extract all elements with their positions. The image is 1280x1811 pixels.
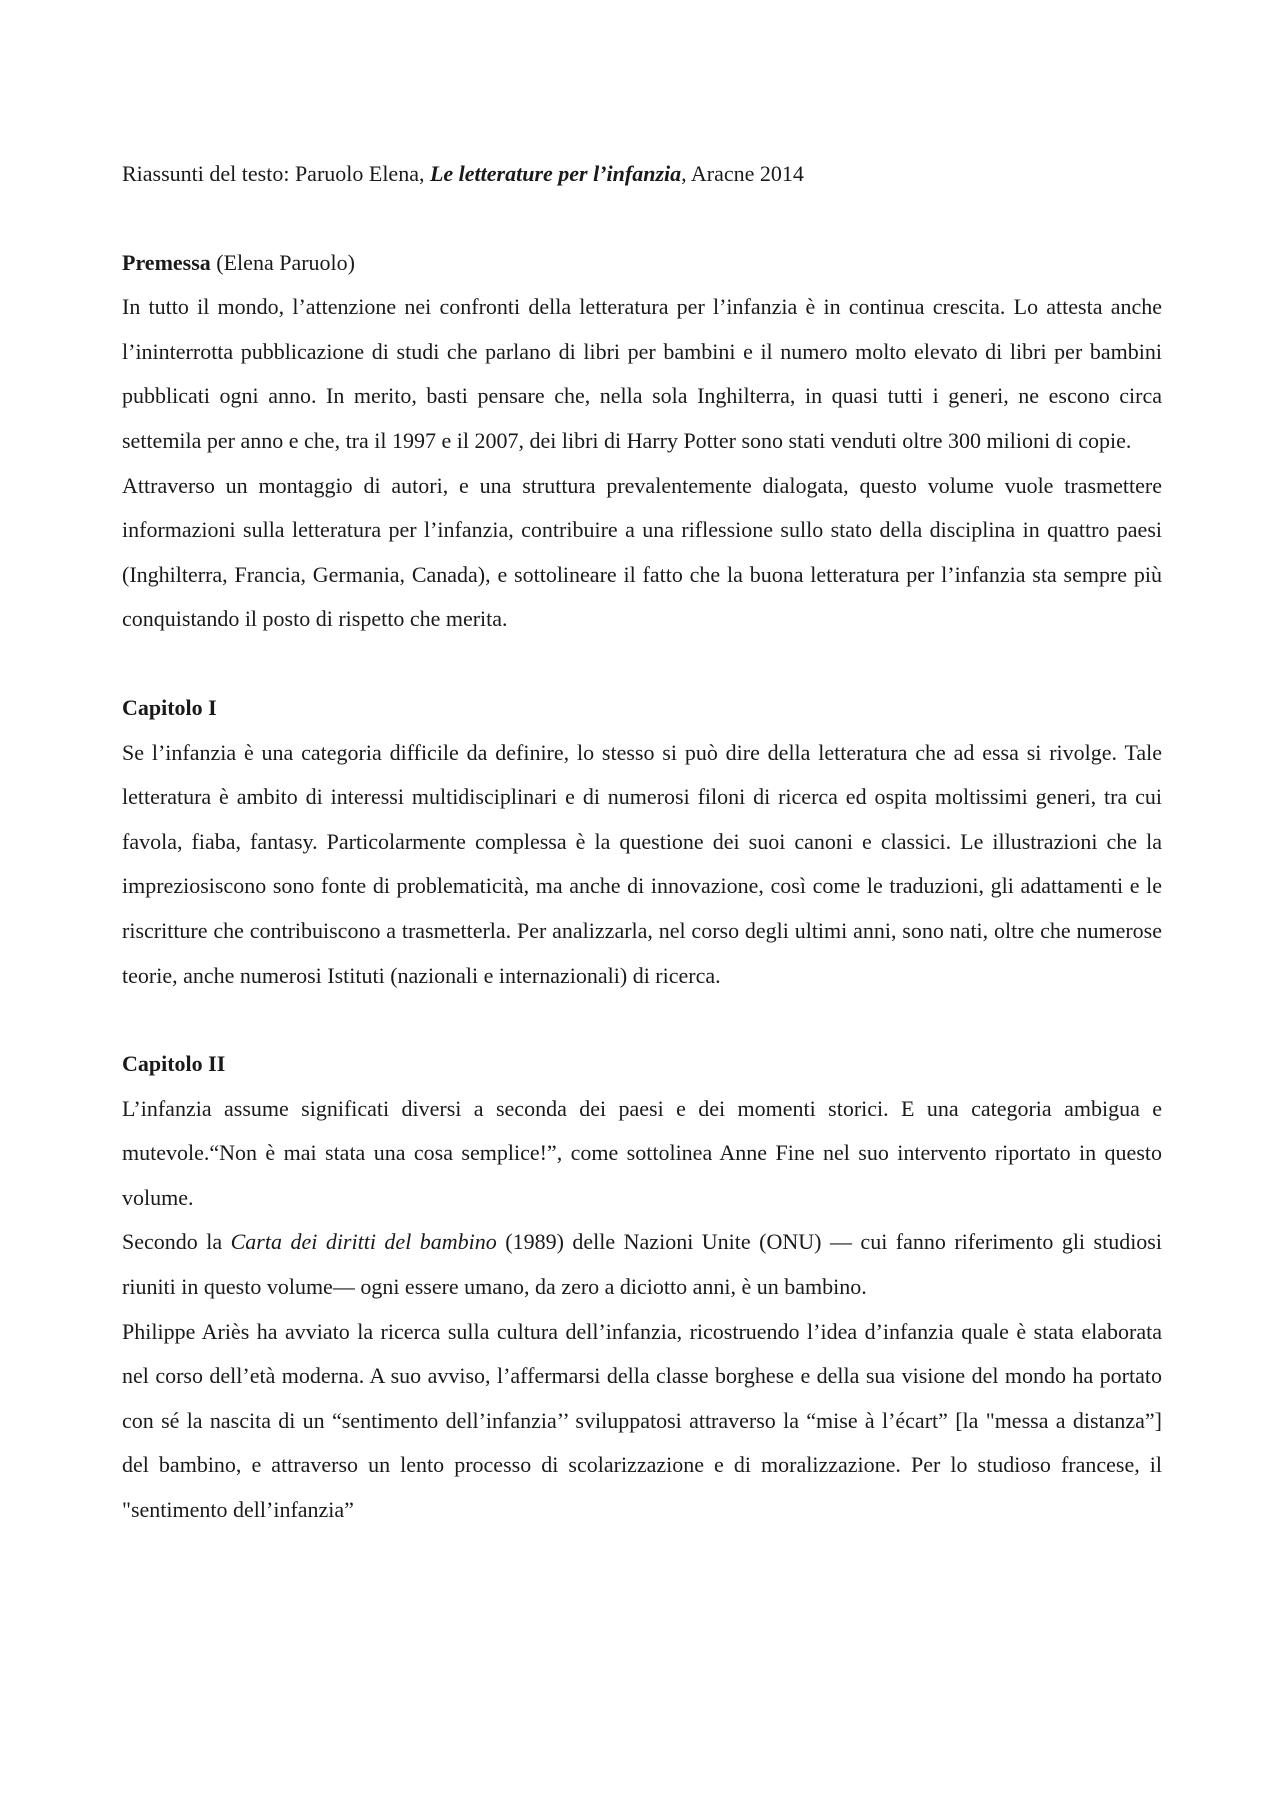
document-title (122, 152, 1162, 197)
premessa-author: (Elena Paruolo) (210, 249, 355, 275)
capitolo-1-paragraph-1: Se l’infanzia è una categoria difficile da definire, lo stesso si può dire della letteratura che ad essa si rivolge. Tale letteratura è ambito di interessi multidisciplinari e di numerosi filoni di ricerca ed ospita moltissimi generi, tra cui favola, fiaba, fantasy. Particolarmente complessa è la questione dei suoi canoni e classici. Le illustrazioni che la impreziosiscono sono fonte di problematicità, ma anche di innovazione, così come le traduzioni, gli adattamenti e le riscritture che contribuiscono a trasmetterla. Per analizzarla, nel corso degli ultimi anni, sono nati, oltre che numerose teorie, anche numerosi Istituti (nazionali e internazionali) di ricerca. (122, 739, 1162, 988)
premessa-paragraph-1: In tutto il mondo, l’attenzione nei confronti della letteratura per l’infanzia è in continua crescita. Lo attesta anche l’ininterrotta pubblicazione di studi che parlano di libri per bambini e il numero molto elevato di libri per bambini pubblicati ogni anno. In merito, basti pensare che, nella sola Inghilterra, in quasi tutti i generi, ne escono circa settemila per anno e che, tra il 1997 e il 2007, dei libri di Harry Potter sono stati venduti oltre 300 milioni di copie. (122, 294, 1162, 453)
p2-pre: Secondo la (122, 1229, 231, 1255)
capitolo-1-heading-text: Capitolo I (122, 694, 217, 720)
spacer (122, 998, 1162, 1042)
capitolo-2-heading-text: Capitolo II (122, 1051, 226, 1077)
title-prefix: Riassunti del testo: Paruolo Elena, (122, 161, 430, 186)
carta-dei-diritti-title: Carta dei diritti del bambino (230, 1229, 497, 1255)
spacer (122, 642, 1162, 686)
capitolo-2-heading (122, 1042, 1162, 1087)
premessa-paragraph-2: Attraverso un montaggio di autori, e una struttura prevalentemente dialogata, questo volume vuole trasmettere informazioni sulla letteratura per l’infanzia, contribuire a una riflessione sullo stato della disciplina in quattro paesi (Inghilterra, Francia, Germania, Canada), e sottolineare il fatto che la buona letteratura per l’infanzia sta sempre più conquistando il posto di rispetto che merita. (122, 472, 1162, 632)
capitolo-2-paragraph-2 (122, 1220, 1162, 1309)
premessa-heading-line (122, 241, 1162, 286)
book-title: Le letterature per l’infanzia (429, 161, 682, 186)
p2-post: (1989) delle Nazioni Unite (ONU) — cui fanno riferimento gli studiosi riuniti in questo volume— ogni essere umano, da zero a diciotto anni, è un bambino. (122, 1229, 1162, 1300)
title-suffix: , Aracne 2014 (681, 161, 804, 186)
capitolo-2-paragraph-3: Philippe Ariès ha avviato la ricerca sulla cultura dell’infanzia, ricostruendo l’idea d’infanzia quale è stata elaborata nel corso dell’età moderna. A suo avviso, l’affermarsi della classe borghese e della sua visione del mondo ha portato con sé la nascita di un “sentimento dell’infanzia’’ sviluppatosi attraverso la “mise à l’écart” [la "messa a distanza”] del bambino, e attraverso un lento processo di scolarizzazione e di moralizzazione. Per lo studioso francese, il "sentimento dell’infanzia” (122, 1318, 1162, 1523)
premessa-heading: Premessa (122, 249, 211, 275)
capitolo-1-heading (122, 686, 1162, 731)
capitolo-2-paragraph-1: L’infanzia assume significati diversi a seconda dei paesi e dei momenti storici. E una categoria ambigua e mutevole.“Non è mai stata una cosa semplice!”, come sottolinea Anne Fine nel suo intervento riportato in questo volume. (122, 1095, 1162, 1210)
document-page (122, 152, 1162, 1533)
spacer (122, 197, 1162, 241)
